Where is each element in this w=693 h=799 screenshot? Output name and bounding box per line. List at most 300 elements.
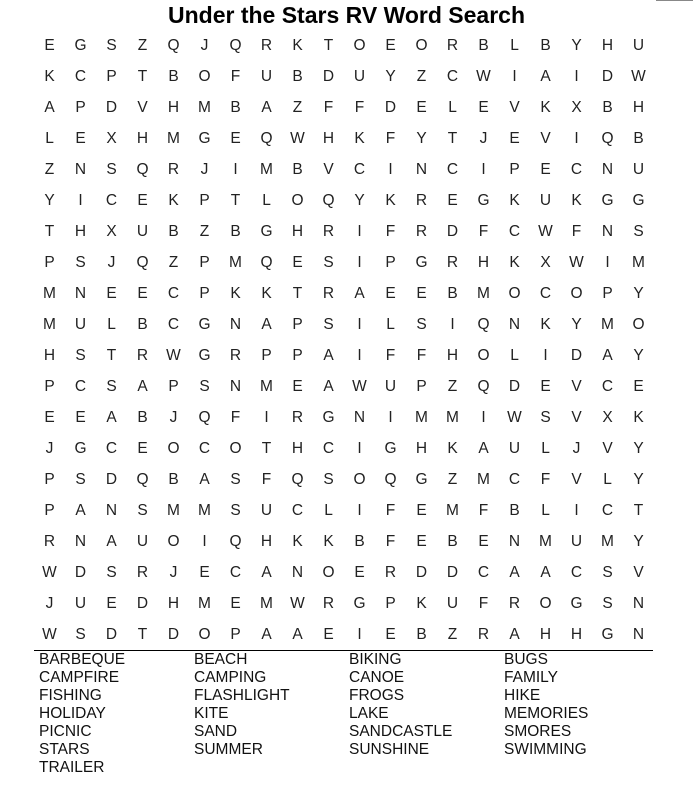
grid-letter: B (354, 533, 365, 550)
grid-letter: T (230, 192, 241, 209)
grid-letter: B (230, 223, 241, 240)
grid-letter: W (476, 68, 491, 85)
grid-letter: S (633, 223, 644, 240)
grid-letter: W (42, 564, 57, 581)
grid-letter: Q (477, 316, 490, 333)
grid-letter: M (43, 285, 56, 302)
grid-letter: E (230, 130, 241, 147)
grid-letter: C (446, 68, 459, 85)
grid-letter: T (323, 37, 334, 54)
grid-letter: F (416, 347, 427, 364)
grid-letter: C (446, 161, 459, 178)
grid-letter: H (570, 626, 583, 643)
grid-letter: A (509, 564, 520, 581)
grid-letter: P (385, 595, 396, 612)
grid-letter: Z (292, 99, 303, 116)
grid-letter: R (384, 564, 397, 581)
grid-letter: L (324, 502, 333, 519)
grid-letter: N (601, 223, 614, 240)
grid-letter: S (230, 502, 241, 519)
word-list-item: SUMMER (194, 741, 263, 758)
grid-letter: Z (447, 626, 458, 643)
grid-letter: D (601, 68, 614, 85)
grid-letter: J (107, 254, 116, 271)
grid-letter: C (105, 440, 118, 457)
grid-letter: G (415, 254, 428, 271)
grid-letter: E (199, 564, 210, 581)
grid-letter: Y (571, 37, 582, 54)
word-list-item: PICNIC (39, 723, 92, 740)
grid-letter: D (508, 378, 521, 395)
grid-letter: C (167, 285, 180, 302)
grid-letter: U (353, 68, 366, 85)
grid-row (34, 588, 654, 619)
grid-letter: A (106, 533, 117, 550)
grid-letter: H (477, 254, 490, 271)
grid-letter: A (261, 626, 272, 643)
grid-letter: Z (199, 223, 210, 240)
grid-letter: Y (633, 533, 644, 550)
word-list-item: MEMORIES (504, 705, 589, 722)
grid-letter: H (43, 347, 56, 364)
grid-letter: P (44, 471, 55, 488)
word-column (504, 651, 659, 759)
grid-letter: V (137, 99, 148, 116)
grid-letter: M (601, 316, 614, 333)
grid-letter: Y (571, 316, 582, 333)
grid-letter: J (45, 440, 54, 457)
grid-letter: D (384, 99, 397, 116)
grid-letter: V (602, 440, 613, 457)
grid-letter: Z (137, 37, 148, 54)
grid-letter: S (75, 347, 86, 364)
grid-row (34, 495, 654, 526)
grid-letter: B (478, 37, 489, 54)
grid-letter: I (357, 254, 362, 271)
grid-letter: T (447, 130, 458, 147)
grid-letter: D (105, 99, 118, 116)
grid-letter: P (416, 378, 427, 395)
grid-letter: M (198, 99, 211, 116)
grid-letter: E (385, 37, 396, 54)
grid-letter: I (78, 192, 83, 209)
grid-letter: S (323, 316, 334, 333)
letter-grid (34, 30, 654, 650)
grid-row (34, 123, 654, 154)
word-list-item: SAND (194, 723, 238, 740)
grid-letter: Y (633, 285, 644, 302)
grid-letter: N (74, 533, 87, 550)
grid-letter: F (230, 68, 241, 85)
grid-letter: Q (601, 130, 614, 147)
grid-letter: R (136, 564, 149, 581)
grid-letter: P (75, 99, 86, 116)
grid-letter: H (167, 99, 180, 116)
grid-letter: U (260, 68, 273, 85)
grid-letter: H (415, 440, 428, 457)
grid-letter: G (601, 192, 614, 209)
grid-letter: Q (291, 471, 304, 488)
grid-letter: U (539, 192, 552, 209)
grid-letter: Q (229, 533, 242, 550)
grid-letter: C (74, 378, 87, 395)
grid-letter: G (353, 595, 366, 612)
grid-letter: W (352, 378, 367, 395)
grid-letter: K (447, 440, 458, 457)
grid-letter: G (260, 223, 273, 240)
grid-letter: A (292, 626, 303, 643)
word-column (349, 651, 504, 759)
grid-letter: N (74, 285, 87, 302)
grid-letter: W (569, 254, 584, 271)
grid-letter: I (388, 409, 393, 426)
grid-letter: B (168, 68, 179, 85)
grid-letter: I (357, 440, 362, 457)
grid-letter: F (478, 502, 489, 519)
grid-letter: D (74, 564, 87, 581)
word-column (194, 651, 349, 759)
grid-letter: E (292, 378, 303, 395)
grid-row (34, 92, 654, 123)
grid-row (34, 309, 654, 340)
word-list-item: STARS (39, 741, 90, 758)
grid-letter: T (106, 347, 117, 364)
grid-row (34, 464, 654, 495)
grid-letter: L (386, 316, 395, 333)
grid-letter: I (481, 161, 486, 178)
grid-letter: Y (633, 440, 644, 457)
grid-letter: L (448, 99, 457, 116)
grid-letter: E (230, 595, 241, 612)
grid-letter: G (198, 316, 211, 333)
grid-letter: B (230, 99, 241, 116)
grid-letter: Q (260, 130, 273, 147)
grid-letter: U (136, 223, 149, 240)
grid-letter: O (353, 37, 366, 54)
grid-letter: A (199, 471, 210, 488)
grid-letter: B (509, 502, 520, 519)
grid-letter: R (322, 595, 335, 612)
grid-letter: K (354, 130, 365, 147)
grid-letter: F (354, 99, 365, 116)
grid-letter: R (43, 533, 56, 550)
grid-letter: H (632, 99, 645, 116)
grid-letter: N (229, 378, 242, 395)
grid-letter: A (354, 285, 365, 302)
grid-letter: I (202, 533, 207, 550)
grid-letter: C (105, 192, 118, 209)
grid-letter: J (479, 130, 488, 147)
grid-letter: A (478, 440, 489, 457)
grid-letter: Q (477, 378, 490, 395)
grid-letter: G (601, 626, 614, 643)
grid-letter: A (261, 99, 272, 116)
grid-letter: G (198, 347, 211, 364)
grid-letter: R (291, 409, 304, 426)
grid-letter: K (44, 68, 55, 85)
word-list-item: BUGS (504, 651, 548, 668)
grid-row (34, 557, 654, 588)
grid-letter: Z (447, 471, 458, 488)
grid-letter: P (230, 626, 241, 643)
grid-letter: T (633, 502, 644, 519)
word-list-item: LAKE (349, 705, 389, 722)
grid-letter: H (260, 533, 273, 550)
grid-letter: O (570, 285, 583, 302)
grid-letter: G (384, 440, 397, 457)
grid-letter: I (357, 223, 362, 240)
grid-letter: D (446, 564, 459, 581)
grid-letter: E (385, 626, 396, 643)
grid-letter: R (167, 161, 180, 178)
grid-letter: B (416, 626, 427, 643)
grid-row (34, 402, 654, 433)
grid-letter: C (570, 161, 583, 178)
grid-letter: L (603, 471, 612, 488)
grid-letter: L (541, 502, 550, 519)
grid-letter: N (353, 409, 366, 426)
grid-letter: E (509, 130, 520, 147)
grid-letter: K (540, 316, 551, 333)
grid-row (34, 185, 654, 216)
grid-letter: M (167, 130, 180, 147)
grid-letter: I (357, 502, 362, 519)
word-list-item: HIKE (504, 687, 541, 704)
grid-letter: P (199, 254, 210, 271)
grid-letter: R (446, 254, 459, 271)
grid-letter: X (540, 254, 551, 271)
grid-letter: G (415, 471, 428, 488)
grid-letter: M (632, 254, 645, 271)
grid-letter: A (323, 378, 334, 395)
grid-letter: R (260, 37, 273, 54)
grid-letter: S (602, 595, 613, 612)
grid-letter: M (198, 595, 211, 612)
grid-letter: F (230, 409, 241, 426)
grid-letter: H (446, 347, 459, 364)
grid-letter: T (44, 223, 55, 240)
grid-letter: Q (229, 37, 242, 54)
grid-letter: J (169, 564, 178, 581)
grid-letter: P (168, 378, 179, 395)
grid-letter: I (357, 626, 362, 643)
grid-letter: V (540, 130, 551, 147)
grid-letter: O (632, 316, 645, 333)
grid-letter: R (508, 595, 521, 612)
grid-letter: B (540, 37, 551, 54)
grid-letter: M (260, 595, 273, 612)
grid-letter: I (481, 409, 486, 426)
grid-letter: F (540, 471, 551, 488)
grid-letter: U (260, 502, 273, 519)
grid-letter: R (322, 223, 335, 240)
word-column (39, 651, 194, 777)
grid-letter: A (44, 99, 55, 116)
grid-letter: Y (633, 471, 644, 488)
grid-letter: M (477, 471, 490, 488)
grid-letter: R (415, 223, 428, 240)
grid-row (34, 340, 654, 371)
grid-letter: Y (385, 68, 396, 85)
grid-letter: O (167, 533, 180, 550)
grid-letter: U (74, 595, 87, 612)
grid-letter: F (478, 223, 489, 240)
grid-letter: M (415, 409, 428, 426)
grid-letter: P (385, 254, 396, 271)
word-list-item: SANDCASTLE (349, 723, 453, 740)
grid-letter: L (541, 440, 550, 457)
grid-letter: P (106, 68, 117, 85)
grid-letter: A (602, 347, 613, 364)
grid-letter: W (290, 130, 305, 147)
grid-letter: O (508, 285, 521, 302)
grid-letter: C (198, 440, 211, 457)
grid-letter: C (74, 68, 87, 85)
grid-letter: E (106, 285, 117, 302)
grid-letter: L (107, 316, 116, 333)
grid-letter: Y (416, 130, 427, 147)
grid-letter: N (74, 161, 87, 178)
grid-letter: E (416, 502, 427, 519)
grid-letter: Q (260, 254, 273, 271)
grid-letter: C (539, 285, 552, 302)
grid-letter: E (416, 533, 427, 550)
grid-letter: I (574, 68, 579, 85)
grid-letter: N (632, 626, 645, 643)
grid-letter: Q (322, 192, 335, 209)
grid-letter: C (570, 564, 583, 581)
grid-letter: M (198, 502, 211, 519)
grid-letter: B (447, 285, 458, 302)
grid-letter: R (446, 37, 459, 54)
grid-letter: S (106, 37, 117, 54)
grid-letter: H (291, 440, 304, 457)
grid-letter: C (601, 502, 614, 519)
word-list-item: CAMPING (194, 669, 267, 686)
grid-letter: Y (633, 347, 644, 364)
grid-letter: S (323, 254, 334, 271)
grid-letter: S (106, 161, 117, 178)
grid-letter: E (385, 285, 396, 302)
grid-letter: M (260, 378, 273, 395)
grid-letter: N (105, 502, 118, 519)
grid-letter: T (261, 440, 272, 457)
grid-letter: S (106, 378, 117, 395)
grid-letter: O (477, 347, 490, 364)
grid-letter: C (322, 440, 335, 457)
grid-letter: P (602, 285, 613, 302)
grid-letter: W (631, 68, 646, 85)
grid-letter: Z (416, 68, 427, 85)
grid-letter: K (261, 285, 272, 302)
grid-letter: I (574, 502, 579, 519)
grid-letter: N (291, 564, 304, 581)
grid-letter: V (323, 161, 334, 178)
grid-letter: S (323, 471, 334, 488)
grid-letter: I (543, 347, 548, 364)
grid-letter: D (136, 595, 149, 612)
grid-letter: C (167, 316, 180, 333)
grid-letter: H (74, 223, 87, 240)
grid-letter: B (168, 471, 179, 488)
grid-letter: A (137, 378, 148, 395)
grid-letter: B (137, 316, 148, 333)
grid-letter: I (264, 409, 269, 426)
grid-letter: K (385, 192, 396, 209)
grid-letter: R (415, 192, 428, 209)
grid-letter: Q (198, 409, 211, 426)
grid-letter: O (353, 471, 366, 488)
grid-row (34, 247, 654, 278)
grid-letter: M (229, 254, 242, 271)
grid-letter: E (540, 161, 551, 178)
grid-letter: E (416, 285, 427, 302)
grid-letter: A (540, 564, 551, 581)
grid-letter: W (166, 347, 181, 364)
word-list-item: BEACH (194, 651, 248, 668)
grid-letter: M (260, 161, 273, 178)
grid-letter: A (540, 68, 551, 85)
grid-letter: F (385, 130, 396, 147)
grid-letter: K (509, 192, 520, 209)
grid-letter: N (229, 316, 242, 333)
word-list-item: SUNSHINE (349, 741, 430, 758)
grid-letter: G (570, 595, 583, 612)
grid-letter: F (385, 533, 396, 550)
grid-letter: X (106, 130, 117, 147)
grid-letter: E (478, 99, 489, 116)
grid-letter: U (136, 533, 149, 550)
grid-letter: S (540, 409, 551, 426)
grid-row (34, 154, 654, 185)
grid-letter: N (601, 161, 614, 178)
word-list-item: SWIMMING (504, 741, 587, 758)
grid-letter: P (509, 161, 520, 178)
grid-letter: X (106, 223, 117, 240)
grid-letter: C (601, 378, 614, 395)
grid-letter: H (539, 626, 552, 643)
grid-letter: D (446, 223, 459, 240)
grid-letter: W (538, 223, 553, 240)
grid-letter: I (233, 161, 238, 178)
word-list-item: CANOE (349, 669, 405, 686)
grid-letter: E (633, 378, 644, 395)
grid-letter: A (261, 564, 272, 581)
word-list-item: TRAILER (39, 759, 105, 776)
grid-letter: R (322, 285, 335, 302)
grid-row (34, 61, 654, 92)
grid-letter: H (601, 37, 614, 54)
grid-row (34, 371, 654, 402)
grid-letter: J (200, 37, 209, 54)
grid-letter: E (44, 37, 55, 54)
grid-letter: R (229, 347, 242, 364)
grid-letter: X (571, 99, 582, 116)
grid-letter: P (199, 192, 210, 209)
grid-letter: D (167, 626, 180, 643)
word-list-item: SMORES (504, 723, 572, 740)
grid-letter: D (570, 347, 583, 364)
grid-letter: K (323, 533, 334, 550)
grid-letter: B (292, 161, 303, 178)
grid-letter: I (357, 347, 362, 364)
grid-letter: Q (136, 471, 149, 488)
grid-letter: Y (354, 192, 365, 209)
grid-letter: M (477, 285, 490, 302)
grid-letter: S (75, 626, 86, 643)
grid-letter: W (290, 595, 305, 612)
grid-letter: E (447, 192, 458, 209)
